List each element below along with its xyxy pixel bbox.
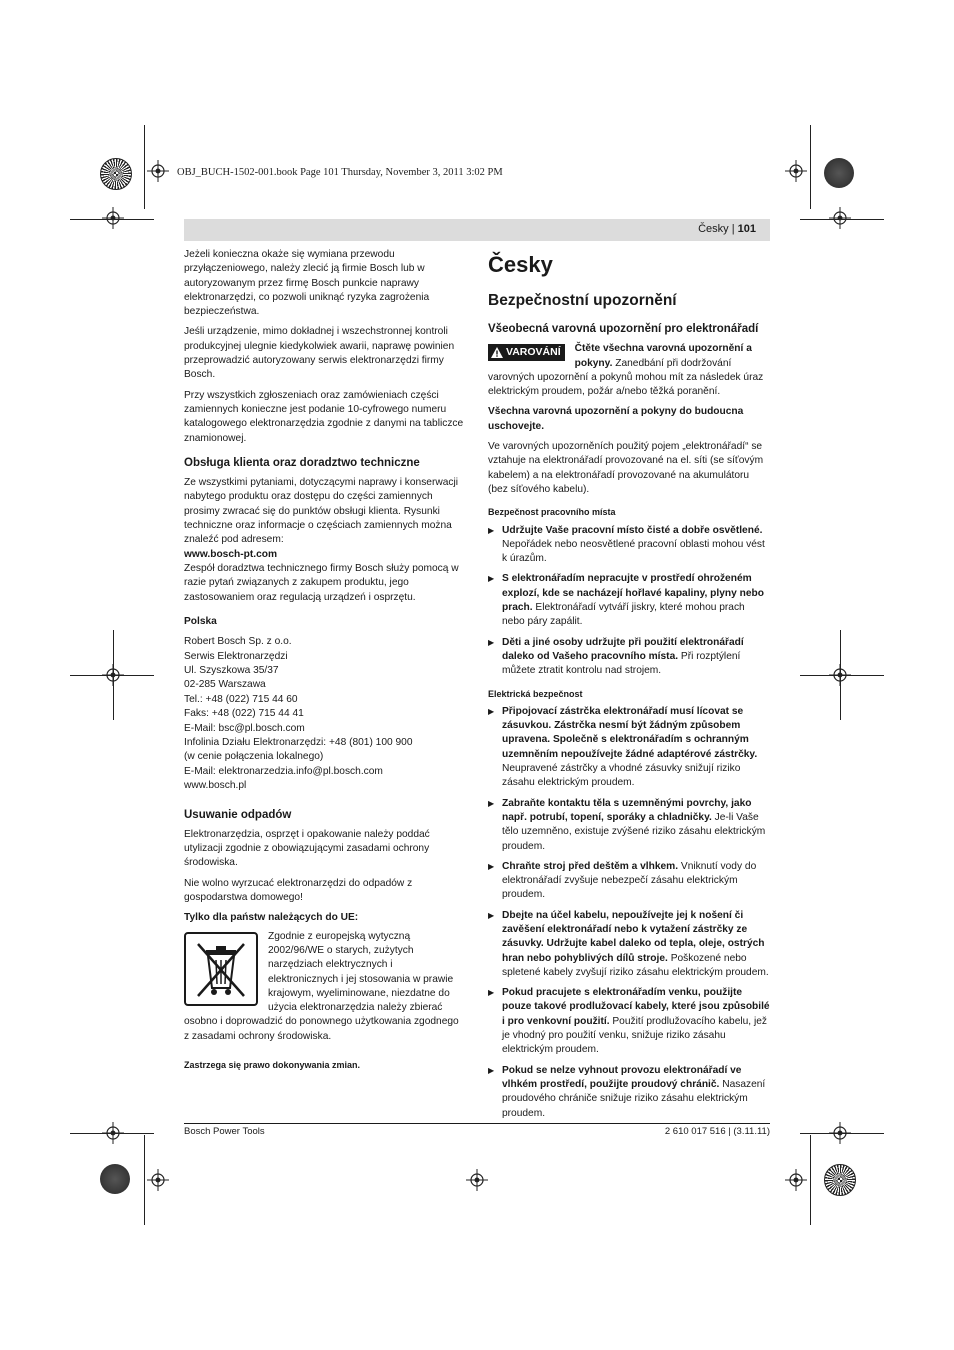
address-line: Robert Bosch Sp. z o.o. [184, 636, 292, 648]
electric-heading: Elektrická bezpečnost [488, 688, 583, 699]
registration-mark-icon [785, 1169, 807, 1191]
list-item: ▶ Pokud pracujete s elektronářadím venku, použijte pouze takové prodlužovací kabely, které jsou způsobilé i pro venkovní použití. Použití prodlužovacího kabelu, jež je vhodný pro použití venku, snižuje riziko zásahu elektrickým proudem. [488, 987, 770, 1056]
header-language: Česky [698, 223, 729, 235]
section-heading-disposal: Usuwanie odpadów [184, 808, 292, 821]
header-separator: | [731, 223, 735, 235]
color-wheel-icon [824, 158, 854, 188]
footer-rule [184, 1123, 770, 1124]
paragraph: Zgodnie z europejską wytyczną 2002/96/WE o starych, zużytych narzędziach elektrycznych i elektronicznych i jej stosowania w prawie krajowym, wyeliminowane, niezdatne do użycia elektronarzędzia należy zbierać osobno i doprowadzić do ponownego użytkowania zgodnego z zasadami ochrony środowiska. [184, 930, 459, 1042]
header-text [698, 223, 756, 235]
registration-mark-icon [829, 1122, 851, 1144]
page-header [184, 219, 770, 241]
address-line: Serwis Elektronarzędzi [184, 650, 288, 662]
page-title: Česky [488, 252, 553, 277]
paragraph: Elektronarzędzia, osprzęt i opakowanie należy poddać utylizacji zgodnie z obowiązującymi zasadami ochrony środowiska. [184, 828, 430, 869]
paragraph: Jeśli urządzenie, mimo dokładnej i wszechstronnej kontroli produkcyjnej ulegnie kiedykolwiek awarii, naprawę powinien przeprowadzić autoryzowany serwis elektronarzędzi firmy Bosch. [184, 326, 455, 381]
subsection-heading: Všeobecná varovná upozornění pro elektronářadí [488, 323, 759, 335]
list-item: ▶ Chraňte stroj před deštěm a vlhkem. Vniknutí vody do elektronářadí zvyšuje nebezpečí zásahu elektrickým proudem. [488, 860, 757, 901]
address-line: Infolinia Działu Elektronarzędzi: +48 (801) 100 900 [184, 736, 413, 748]
address-line: E-Mail: elektronarzedzia.info@pl.bosch.com [184, 765, 383, 777]
left-column [184, 248, 465, 1076]
country-heading: Polska [184, 615, 217, 627]
address-block [184, 635, 465, 793]
registration-mark-icon [466, 1169, 488, 1191]
list-item: ▶ Děti a jiné osoby udržujte při použití elektronářadí daleko od Vašeho pracovního místa. Při rozptýlení můžete ztratit kontrolu nad strojem. [488, 636, 744, 677]
list-item: ▶ Pokud se nelze vyhnout provozu elektronářadí ve vlhkém prostředí, použijte proudový chránič. Nasazení proudového chrániče snižuje riziko zásahu elektrickým proudem. [488, 1064, 766, 1119]
color-wheel-icon [824, 1164, 856, 1196]
registration-mark-icon [829, 664, 851, 686]
bullet-arrow-icon: ▶ [488, 1065, 495, 1075]
color-wheel-icon [100, 158, 132, 190]
eu-heading: Tylko dla państw należących do UE: [184, 912, 359, 924]
color-wheel-icon [100, 1164, 130, 1194]
service-url: www.bosch-pt.com [184, 548, 278, 560]
bullet-arrow-icon: ▶ [488, 574, 495, 584]
registration-mark-icon [147, 1169, 169, 1191]
list-item: ▶ Připojovací zástrčka elektronářadí musí lícovat se zásuvkou. Zástrčka nesmí být žádným způsobem upravena. Společně s elektronářadím s ochranným uzemněním nepoužívejte žádné adaptérové zástrčky. Neupravené zástrčky a vhodné zásuvky snižují riziko zásahu elektrickým proudem. [488, 705, 758, 789]
warning-bold-text: Čtěte všechna varovná upozornění a pokyny. [574, 343, 752, 369]
bullet-arrow-icon: ▶ [488, 525, 495, 535]
list-item: ▶ Dbejte na účel kabelu, nepoužívejte jej k nošení či zavěšení elektronářadí nebo k vytažení zástrčky ze zásuvky. Udržujte kabel daleko od tepla, oleje, ostrých hran nebo pohyblivých dílů stroje. Poškozené nebo spletené kabely zvyšují riziko zásahu elektrickým proudem. [488, 909, 769, 978]
warning-badge [488, 344, 565, 361]
section-title: Bezpečnostní upozornění [488, 292, 677, 309]
address-line: E-Mail: bsc@pl.bosch.com [184, 722, 305, 734]
right-column [488, 248, 770, 1127]
registration-mark-icon [785, 160, 807, 182]
list-item: ▶ S elektronářadím nepracujte v prostředí ohroženém explozí, kde se nacházejí hořlavé kapaliny, plyny nebo prach. Elektronářadí vytváří jiskry, které mohou prach nebo páry zapálit. [488, 573, 764, 628]
footer-doc-number: 2 610 017 516 | (3.11.11) [664, 1126, 770, 1137]
bullet-arrow-icon: ▶ [488, 706, 495, 716]
warning-text: Zanedbání při dodržování varovných upozornění a pokynů mohou mít za následek úraz elektrickým proudem, požár a/nebo těžká poranění. [488, 357, 764, 398]
bullet-arrow-icon: ▶ [488, 988, 495, 998]
print-slug: OBJ_BUCH-1502-001.book Page 101 Thursday, November 3, 2011 3:02 PM [177, 167, 503, 178]
paragraph: Zespół doradztwa technicznego firmy Bosch służy pomocą w razie pytań związanych z zakupem produktu, jego zastosowaniem oraz regulacją urządzeń i osprzętu. [184, 562, 459, 603]
weee-section [184, 930, 465, 1050]
paragraph: Przy wszystkich zgłoszeniach oraz zamówieniach części zamiennych konieczne jest podanie 10-cyfrowego numeru katalogowego elektronarzędzia zgodnie z danymi na tabliczce znamionowej. [184, 389, 464, 444]
warning-label: VAROVÁNÍ [506, 346, 561, 359]
list-item: ▶ Zabraňte kontaktu těla s uzemněnými povrchy, jako např. potrubí, topení, sporáky a chladničky. Je-li Vaše tělo uzemněno, existuje zvýšené riziko zásahu elektrickým proudem. [488, 797, 766, 852]
paragraph: Ze wszystkimi pytaniami, dotyczącymi naprawy i konserwacji nabytego produktu oraz dostępu do części zamiennych prosimy zwracać się do punktów obsługi klienta. Rysunki techniczne oraz informacje o częściach zamiennych można znaleźć pod adresem: [184, 477, 459, 546]
address-line: www.bosch.pl [184, 780, 247, 792]
address-line: Faks: +48 (022) 715 44 41 [184, 708, 304, 720]
address-line: Ul. Szyszkowa 35/37 [184, 664, 279, 676]
crossed-bin-icon [184, 932, 258, 1006]
registration-mark-icon [829, 207, 851, 229]
registration-mark-icon [102, 1122, 124, 1144]
reserved-note: Zastrzega się prawo dokonywania zmian. [184, 1060, 361, 1071]
page-number: 101 [737, 223, 756, 235]
registration-mark-icon [102, 664, 124, 686]
bullet-arrow-icon: ▶ [488, 637, 495, 647]
address-line: Tel.: +48 (022) 715 44 60 [184, 693, 298, 705]
paragraph: Ve varovných upozorněních použitý pojem „elektronářadí“ se vztahuje na elektronářadí provozované na el. síti (se síťovým kabelem) a na elektronářadí provozované na akumulátoru (bez síťového kabelu). [488, 441, 764, 495]
list-item: ▶ Udržujte Vaše pracovní místo čisté a dobře osvětlené. Nepořádek nebo neosvětlené pracovní oblasti mohou vést k úrazům. [488, 524, 765, 565]
keep-instructions: Všechna varovná upozornění a pokyny do budoucna uschovejte. [488, 406, 744, 432]
address-line: (w cenie połączenia lokalnego) [184, 751, 324, 763]
warning-block [488, 342, 770, 399]
electric-list [488, 705, 770, 1121]
section-heading-service: Obsługa klienta oraz doradztwo techniczne [184, 456, 420, 469]
paragraph: Jeżeli konieczna okaże się wymiana przewodu przyłączeniowego, należy zlecić ją firmie Bosch lub w autoryzowanym przez firmę Bosch punkcie naprawy elektronarzędzi, co pozwoli uniknąć ryzyka zagrożenia bezpieczeństwa. [184, 249, 430, 318]
bullet-arrow-icon: ▶ [488, 861, 495, 871]
registration-mark-icon [102, 207, 124, 229]
warning-triangle-icon [491, 347, 503, 358]
workplace-list [488, 524, 770, 679]
address-line: 02-285 Warszawa [184, 679, 266, 691]
registration-mark-icon [147, 160, 169, 182]
bullet-arrow-icon: ▶ [488, 798, 495, 808]
bullet-arrow-icon: ▶ [488, 910, 495, 920]
workplace-heading: Bezpečnost pracovního místa [488, 507, 616, 518]
footer-brand: Bosch Power Tools [184, 1126, 265, 1137]
paragraph: Nie wolno wyrzucać elektronarzędzi do odpadów z gospodarstwa domowego! [184, 877, 413, 904]
